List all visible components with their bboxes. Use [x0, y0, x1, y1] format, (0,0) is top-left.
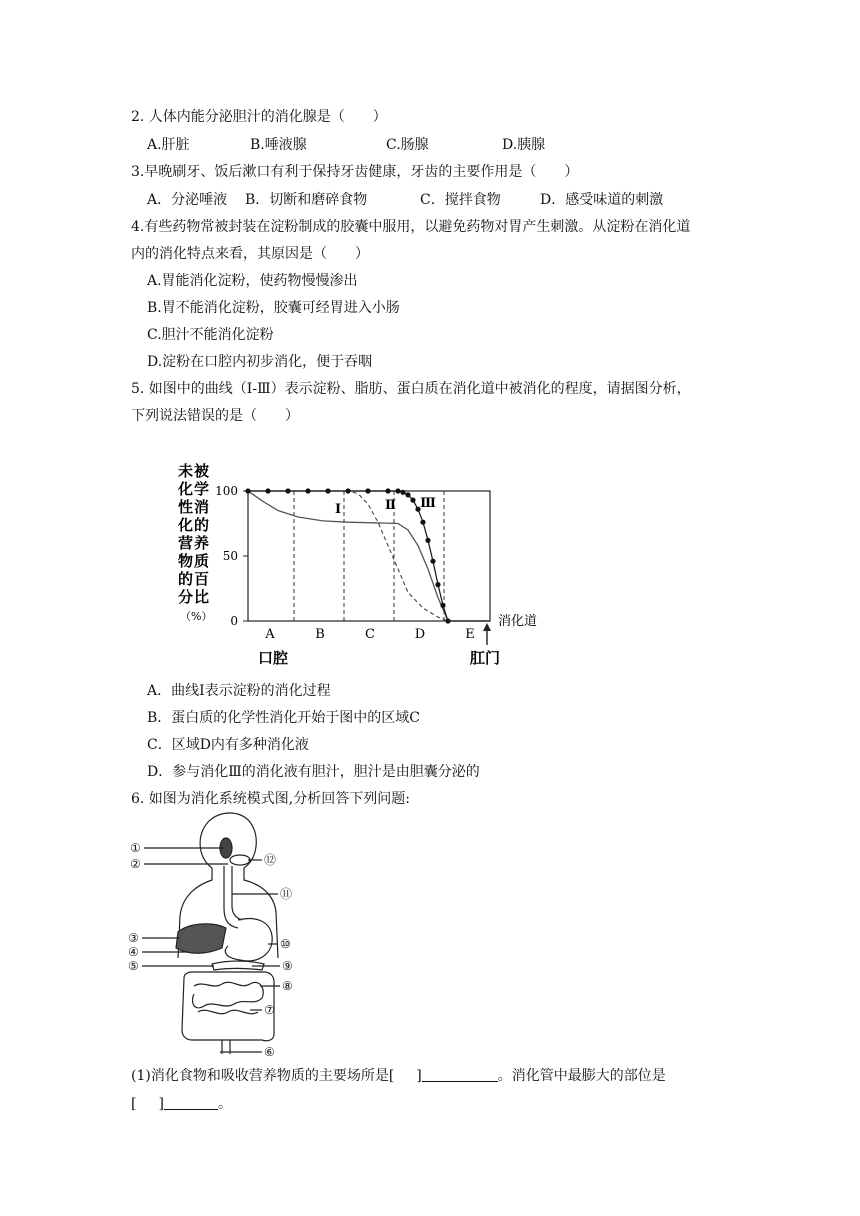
- label-6: ⑥: [264, 1045, 275, 1059]
- curves: [245, 488, 490, 623]
- curve-III-point: [305, 488, 310, 493]
- q5-option-b: B．蛋白质的化学性消化开始于图中的区域C: [147, 710, 420, 726]
- curve-label-3: Ⅲ: [420, 496, 436, 511]
- q3-option-d: D．感受味道的刺激: [540, 192, 664, 208]
- y-label-row: 物质: [178, 552, 211, 570]
- curve-II: [248, 491, 488, 621]
- y-label-row: 化的: [178, 516, 211, 534]
- y-label-row: 性消: [178, 498, 211, 516]
- q2-option-b: B.唾液腺: [250, 137, 307, 153]
- curve-III-point: [440, 603, 445, 608]
- y-axis-label: [177, 462, 212, 623]
- q6-sub1-text3: 。消化管中最膨大的部位是: [497, 1068, 666, 1084]
- x-categories: [264, 627, 474, 642]
- y-label-row: 的百: [178, 570, 211, 588]
- label-9: ⑨: [282, 959, 293, 973]
- curve-III-point: [265, 488, 270, 493]
- q4-stem-line2: 内的消化特点来看，其原因是（ ）: [131, 246, 369, 262]
- label-3: ③: [128, 931, 139, 945]
- q6-stem: 6. 如图为消化系统模式图,分析回答下列问题:: [131, 791, 410, 807]
- y-label-row: 化学: [178, 480, 211, 498]
- q5-stem-line1: 5. 如图中的曲线（Ⅰ-Ⅲ）表示淀粉、脂肪、蛋白质在消化道中被消化的程度，请据图分析，: [131, 381, 691, 397]
- q3-option-b: B．切断和磨碎食物: [245, 192, 368, 208]
- y-label-row: 营养: [178, 534, 211, 552]
- x-category-B: B: [315, 627, 325, 642]
- esophagus: [224, 866, 242, 928]
- q4-stem-line1: 4.有些药物常被封装在淀粉制成的胶囊中服用，以避免药物对胃产生刺激。从淀粉在消化道: [131, 219, 691, 235]
- q6-sub1-open: [: [131, 1096, 137, 1112]
- curve-III-point: [430, 559, 435, 564]
- label-5: ⑤: [128, 959, 139, 973]
- q4-option-d: D.淀粉在口腔内初步消化，便于吞咽: [147, 354, 373, 370]
- curve-III-point: [345, 488, 350, 493]
- curve-I: [248, 491, 488, 621]
- y-ticks: [215, 484, 248, 628]
- q5-stem-line2: 下列说法错误的是（ ）: [131, 408, 299, 424]
- curve-label-1: Ⅰ: [334, 502, 342, 517]
- curve-III-point: [395, 488, 400, 493]
- q5-option-c: C．区域D内有多种消化液: [147, 737, 309, 753]
- q5-option-a: A．曲线Ⅰ表示淀粉的消化过程: [147, 683, 331, 699]
- curve-III-point: [400, 490, 405, 495]
- q6-sub1-close: ]: [158, 1096, 164, 1112]
- stomach: [225, 919, 272, 961]
- plot-frame: [248, 491, 490, 621]
- q6-sub1-text2: ]: [416, 1068, 422, 1084]
- curve-III-point: [420, 520, 425, 525]
- curve-III-point: [325, 488, 330, 493]
- curve-III-point: [245, 488, 250, 493]
- y-tick-label: 100: [215, 484, 238, 498]
- label-4: ④: [128, 945, 139, 959]
- curve-III-point: [435, 582, 440, 587]
- q6-sub1-end: 。: [217, 1096, 232, 1112]
- x-category-A: A: [265, 627, 275, 642]
- label-11: ⑪: [280, 887, 293, 901]
- y-label-unit: （%）: [180, 610, 213, 623]
- x-category-C: C: [365, 627, 375, 642]
- q3-option-a: A．分泌唾液: [147, 192, 228, 208]
- q2-option-d: D.胰腺: [502, 137, 546, 153]
- oral-cavity: [230, 855, 250, 865]
- curve-III-point: [410, 498, 415, 503]
- digestive-system-diagram: [128, 808, 318, 1062]
- anus-label: 肛门: [470, 649, 501, 667]
- label-8: ⑧: [282, 979, 293, 993]
- liver: [176, 924, 226, 953]
- small-intestine: [192, 982, 263, 1013]
- q4-option-c: C.胆汁不能消化淀粉: [147, 327, 274, 343]
- digestion-chart: [170, 460, 570, 672]
- curve-III-point: [365, 488, 370, 493]
- curve-III-point: [285, 488, 290, 493]
- curve-III-point: [425, 538, 430, 543]
- label-10: ⑩: [280, 937, 291, 951]
- y-label-row: 未被: [178, 462, 211, 480]
- curve-III-point: [385, 488, 390, 493]
- y-label-row: 分比: [178, 588, 211, 606]
- label-12: ⑫: [264, 853, 277, 867]
- answer-blank-2[interactable]: [164, 1095, 218, 1110]
- q6-sub1-line2: [131, 1095, 232, 1113]
- q6-sub1-line1: [131, 1067, 666, 1085]
- x-axis-label: 消化道: [498, 614, 538, 629]
- curve-III-point: [405, 492, 410, 497]
- answer-blank-1[interactable]: [422, 1067, 498, 1082]
- curve-labels: [335, 496, 436, 517]
- curve-label-2: Ⅱ: [385, 498, 396, 513]
- q4-option-a: A.胃能消化淀粉，使药物慢慢渗出: [147, 273, 358, 289]
- q2-option-a: A.肝脏: [147, 137, 190, 153]
- label-2: ②: [130, 857, 141, 871]
- label-7: ⑦: [264, 1003, 275, 1017]
- q3-option-c: C．搅拌食物: [420, 192, 501, 208]
- x-category-E: E: [465, 627, 475, 642]
- q4-option-b: B.胃不能消化淀粉，胶囊可经胃进入小肠: [147, 300, 400, 316]
- x-category-D: D: [414, 627, 426, 642]
- q2-option-c: C.肠腺: [386, 137, 429, 153]
- y-tick-label: 0: [230, 614, 238, 628]
- q6-sub1-text1: (1)消化食物和吸收营养物质的主要场所是[: [131, 1068, 395, 1084]
- label-1: ①: [130, 841, 141, 855]
- mouth-label: 口腔: [258, 649, 289, 667]
- anus-arrowhead-icon: [483, 623, 491, 631]
- q5-option-d: D．参与消化Ⅲ的消化液有胆汁，胆汁是由胆囊分泌的: [147, 764, 480, 780]
- q2-stem: 2. 人体内能分泌胆汁的消化腺是（ ）: [131, 109, 387, 125]
- y-tick-label: 50: [222, 549, 238, 563]
- q3-stem: 3.早晚刷牙、饭后漱口有利于保持牙齿健康，牙齿的主要作用是（ ）: [131, 164, 579, 180]
